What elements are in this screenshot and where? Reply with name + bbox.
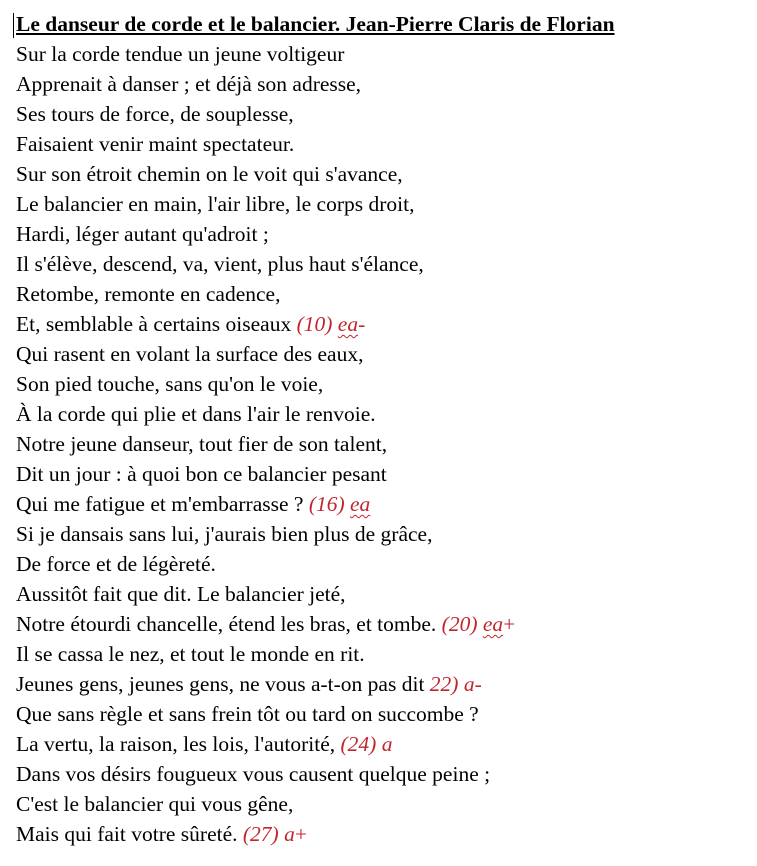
rhyme-code-annotation: a (463, 672, 475, 696)
verse-text: Sur la corde tendue un jeune voltigeur (16, 42, 345, 66)
verse-text: Le balancier en main, l'air libre, le corps droit, (16, 192, 415, 216)
poem-line (16, 249, 751, 279)
poem-line (16, 279, 751, 309)
verse-text: Notre étourdi chancelle, étend les bras, et tombe. (16, 612, 442, 636)
verse-text: La vertu, la raison, les lois, l'autorité, (16, 732, 341, 756)
syllable-count-annotation: (24) (340, 732, 377, 756)
poem-line (16, 129, 751, 159)
verse-text: Jeunes gens, jeunes gens, ne vous a-t-on pas dit (16, 672, 430, 696)
syllable-count-annotation: (27) (242, 822, 279, 846)
verse-text: Hardi, léger autant qu'adroit ; (16, 222, 269, 246)
verse-text: Qui rasent en volant la surface des eaux, (16, 342, 364, 366)
verse-text: Dans vos désirs fougueux vous causent quelque peine ; (16, 762, 491, 786)
rhyme-code-annotation: ea (482, 612, 504, 636)
rhyme-code-annotation: ea (337, 312, 359, 336)
poem-line (16, 639, 751, 669)
syllable-count-annotation: (16) (308, 492, 345, 516)
rhyme-sign-annotation: + (294, 822, 307, 846)
poem-line (16, 699, 751, 729)
poem-line (16, 489, 751, 519)
verse-text: De force et de légèreté. (16, 552, 216, 576)
syllable-count-annotation: 22) (429, 672, 459, 696)
poem-line (16, 519, 751, 549)
verse-text: Il se cassa le nez, et tout le monde en rit. (16, 642, 365, 666)
poem-line (16, 339, 751, 369)
text-cursor (13, 13, 14, 38)
verse-text: À la corde qui plie et dans l'air le renvoie. (16, 402, 376, 426)
poem-line (16, 549, 751, 579)
poem-document (16, 9, 751, 849)
verse-text: Faisaient venir maint spectateur. (16, 132, 295, 156)
verse-text: Apprenait à danser ; et déjà son adresse, (16, 72, 362, 96)
verse-text: Dit un jour : à quoi bon ce balancier pesant (16, 462, 387, 486)
verse-text: Son pied touche, sans qu'on le voie, (16, 372, 324, 396)
poem-line (16, 219, 751, 249)
poem-line (16, 789, 751, 819)
poem-line (16, 69, 751, 99)
poem-line (16, 39, 751, 69)
verse-text: Aussitôt fait que dit. Le balancier jeté, (16, 582, 346, 606)
verse-text: Sur son étroit chemin on le voit qui s'avance, (16, 162, 403, 186)
poem-line (16, 579, 751, 609)
verse-text: Retombe, remonte en cadence, (16, 282, 281, 306)
verse-text: Que sans règle et sans frein tôt ou tard on succombe ? (16, 702, 479, 726)
poem-line (16, 399, 751, 429)
poem-body (16, 39, 751, 849)
poem-line (16, 429, 751, 459)
poem-line (16, 669, 751, 699)
poem-line (16, 309, 751, 339)
syllable-count-annotation: (10) (296, 312, 333, 336)
verse-text: Si je dansais sans lui, j'aurais bien plus de grâce, (16, 522, 433, 546)
verse-text: Qui me fatigue et m'embarrasse ? (16, 492, 309, 516)
verse-text: Et, semblable à certains oiseaux (16, 312, 297, 336)
poem-line (16, 99, 751, 129)
verse-text: Mais qui fait votre sûreté. (16, 822, 243, 846)
rhyme-code-annotation: ea (350, 492, 371, 516)
poem-line (16, 609, 751, 639)
syllable-count-annotation: (20) (441, 612, 478, 636)
rhyme-sign-annotation: + (503, 612, 516, 636)
poem-line (16, 759, 751, 789)
poem-line (16, 189, 751, 219)
rhyme-sign-annotation: - (358, 312, 366, 336)
poem-line (16, 159, 751, 189)
verse-text: Ses tours de force, de souplesse, (16, 102, 294, 126)
verse-text: Il s'élève, descend, va, vient, plus haut s'élance, (16, 252, 424, 276)
rhyme-sign-annotation: - (474, 672, 482, 696)
poem-line (16, 819, 751, 849)
poem-line (16, 369, 751, 399)
poem-title: Le danseur de corde et le balancier. Jean-Pierre Claris de Florian (16, 12, 615, 36)
poem-line (16, 459, 751, 489)
verse-text: C'est le balancier qui vous gêne, (16, 792, 294, 816)
poem-line (16, 729, 751, 759)
rhyme-code-annotation: a (284, 822, 295, 846)
verse-text: Notre jeune danseur, tout fier de son talent, (16, 432, 388, 456)
rhyme-code-annotation: a (381, 732, 393, 756)
